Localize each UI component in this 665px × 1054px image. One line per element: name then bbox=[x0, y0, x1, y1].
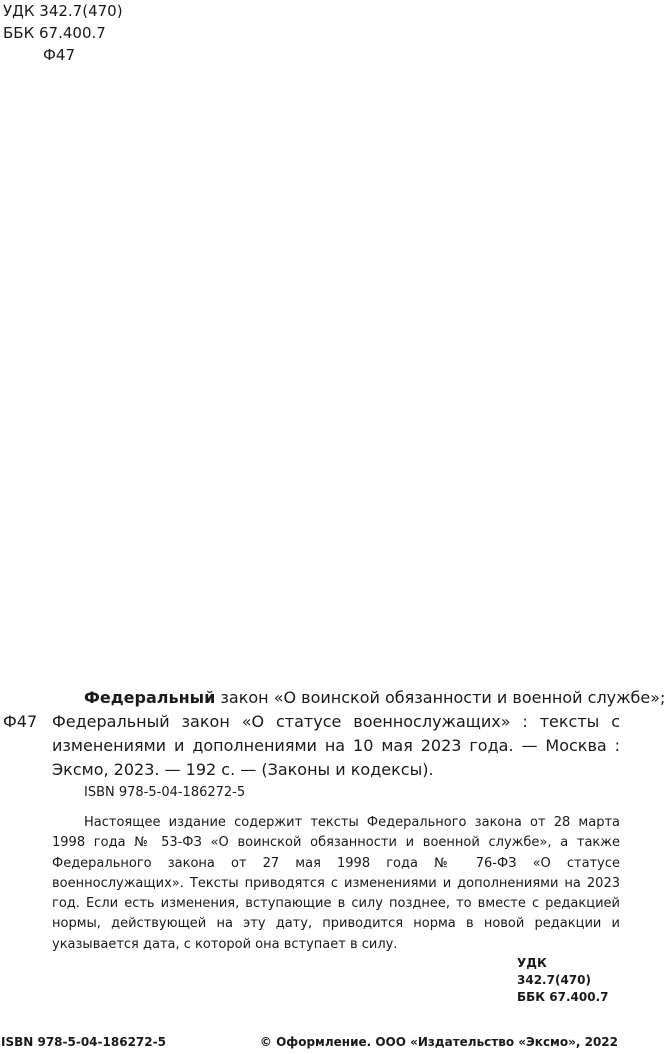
author-cipher: Ф47 bbox=[43, 46, 75, 64]
udk-code: УДК 342.7(470) bbox=[3, 2, 123, 20]
bbk-code: ББК 67.400.7 bbox=[3, 24, 106, 42]
footer-copyright: © Оформление. ООО «Издательство «Эксмо», 2022 bbox=[259, 1035, 618, 1049]
catalog-title bbox=[0, 686, 665, 710]
catalog-title-bold: Федеральный bbox=[84, 688, 216, 707]
catalog-isbn: ISBN 978-5-04-186272-5 bbox=[84, 785, 246, 800]
footer-isbn: ISBN 978-5-04-186272-5 bbox=[1, 1035, 166, 1049]
catalog-description: Федеральный закон «О статусе военнослужащих» : тексты с изменениями и дополнениями на 10 мая 2023 года. — Москва : Эксмо, 2023. — 192 с. — (Законы и кодексы). bbox=[52, 712, 620, 779]
bottom-classification-codes bbox=[517, 955, 618, 1006]
catalog-cipher: Ф47 bbox=[3, 712, 38, 731]
catalog-entry bbox=[0, 710, 620, 782]
catalog-title-rest: закон «О воинской обязанности и военной службе»; bbox=[215, 688, 665, 707]
top-classification-codes bbox=[3, 0, 123, 66]
bottom-bbk-code: ББК 67.400.7 bbox=[517, 990, 609, 1004]
bottom-udk-code: УДК 342.7(470) bbox=[517, 956, 591, 987]
catalog-record bbox=[0, 686, 665, 782]
annotation-paragraph: Настоящее издание содержит тексты Федерального закона от 28 марта 1998 года № 53-ФЗ «О воинской обязанности и военной службе», а также Федерального закона от 27 мая 1998 года № 76-ФЗ «О статусе военнослужащих». Тексты приводятся с изменениями и дополнениями на 2023 год. Если есть изменения, вступающие в силу позднее, то вместе с редакцией нормы, действующей на эту дату, приводится норма в новой редакции и указывается дата, с которой она вступает в силу. bbox=[52, 815, 620, 952]
